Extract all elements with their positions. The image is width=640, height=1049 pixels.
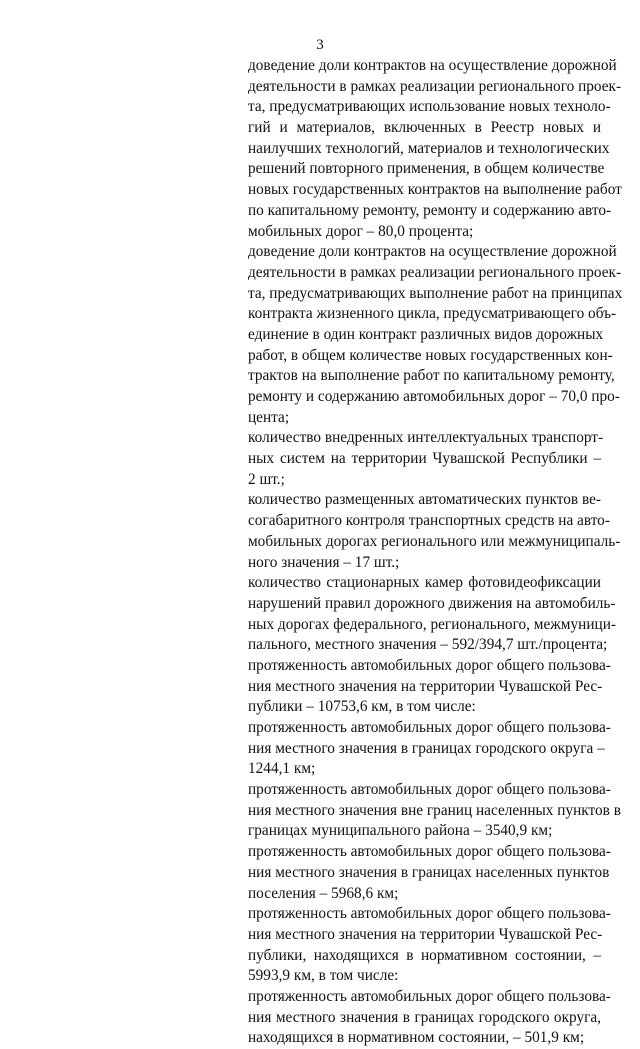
text-line: ных систем на территории Чувашской Республики – [248,450,601,468]
text-line: публики, находящихся в нормативном состоянии, – [248,946,601,964]
text-line: протяженность автомобильных дорог общего пользова- [248,719,611,736]
text-line: протяженность автомобильных дорог общего пользова- [248,656,611,674]
text-line: мобильных дорогах регионального или межмуниципаль- [248,532,621,550]
text-line: новых государственных контрактов на выполнение работ [248,181,622,199]
text-line: ния местного значения вне границ населенных пунктов в [248,801,621,819]
text-line: количество стационарных камер фотовидеофиксации [248,574,601,592]
text-line: деятельности в рамках реализации регионального проек- [248,263,622,281]
text-line: доведение доли контрактов на осуществление дорожной [248,57,617,74]
text-line: находящихся в нормативном состоянии, – 501,9 км; [248,1029,585,1047]
text-line: ния местного значения в границах городского округа – [248,739,605,757]
text-line: та, предусматривающих использование новых техноло- [248,98,611,116]
text-line: протяженность автомобильных дорог общего пользова- [248,905,611,923]
text-line: пального, местного значения – 592/394,7 шт./процента; [248,636,608,654]
document-body [248,56,623,1049]
text-line: границах муниципального района – 3540,9 км; [248,822,553,840]
text-line: количество размещенных автоматических пунктов ве- [248,491,601,509]
paragraph [248,904,611,987]
text-line: по капитальному ремонту, ремонту и содержанию авто- [248,201,612,219]
text-line: ного значения – 17 шт.; [248,553,400,571]
paragraph [248,490,621,573]
text-line: наилучших технологий, материалов и технологических [248,139,610,157]
text-line: ния местного значения на территории Чувашской Рес- [248,677,603,695]
text-line: протяженность автомобильных дорог общего пользова- [248,843,611,861]
text-line: поселения – 5968,6 км; [248,884,399,902]
text-line: 1244,1 км; [248,760,316,778]
text-line: доведение доли контрактов на осуществление дорожной [248,243,617,261]
paragraph [248,656,611,718]
text-line: согабаритного контроля транспортных средств на авто- [248,512,610,530]
text-line: мобильных дорог – 80,0 процента; [248,222,474,240]
paragraph [248,780,621,842]
text-line: та, предусматривающих выполнение работ на принципах [248,284,623,302]
text-line: цента; [248,408,290,426]
paragraph [248,242,623,428]
text-line: нарушений правил дорожного движения на автомобиль- [248,594,616,612]
paragraph [248,56,622,242]
text-line: протяженность автомобильных дорог общего пользова- [248,781,611,799]
text-line: решений повторного применения, в общем количестве [248,160,605,178]
paragraph [248,428,604,490]
text-line: 2 шт.; [248,470,285,488]
text-line: единение в один контракт различных видов дорожных [248,325,604,343]
text-line: ремонту и содержанию автомобильных дорог – 70,0 про- [248,388,620,405]
text-line: ния местного значения на территории Чувашской Рес- [248,925,603,943]
text-line: ных дорогах федерального, регионального, межмуници- [248,615,616,633]
text-line: гий и материалов, включенных в Реестр новых и [248,119,601,137]
paragraph [248,987,611,1049]
paragraph [248,842,611,904]
paragraph [248,718,611,780]
text-line: деятельности в рамках реализации регионального проек- [248,77,622,95]
text-line: работ, в общем количестве новых государственных кон- [248,346,613,364]
text-line: ния местного значения в границах населенных пунктов [248,863,610,881]
text-line: протяженность автомобильных дорог общего пользова- [248,987,611,1005]
paragraph [248,573,616,656]
text-line: контракта жизненного цикла, предусматривающего объ- [248,305,617,323]
text-line: публики – 10753,6 км, в том числе: [248,698,476,716]
text-line: ния местного значения в границах городского округа, [248,1008,601,1026]
page-number: 3 [316,37,324,53]
text-line: трактов на выполнение работ по капитальному ремонту, [248,367,615,385]
text-line: 5993,9 км, в том числе: [248,967,399,985]
text-line: количество внедренных интеллектуальных транспорт- [248,429,604,447]
